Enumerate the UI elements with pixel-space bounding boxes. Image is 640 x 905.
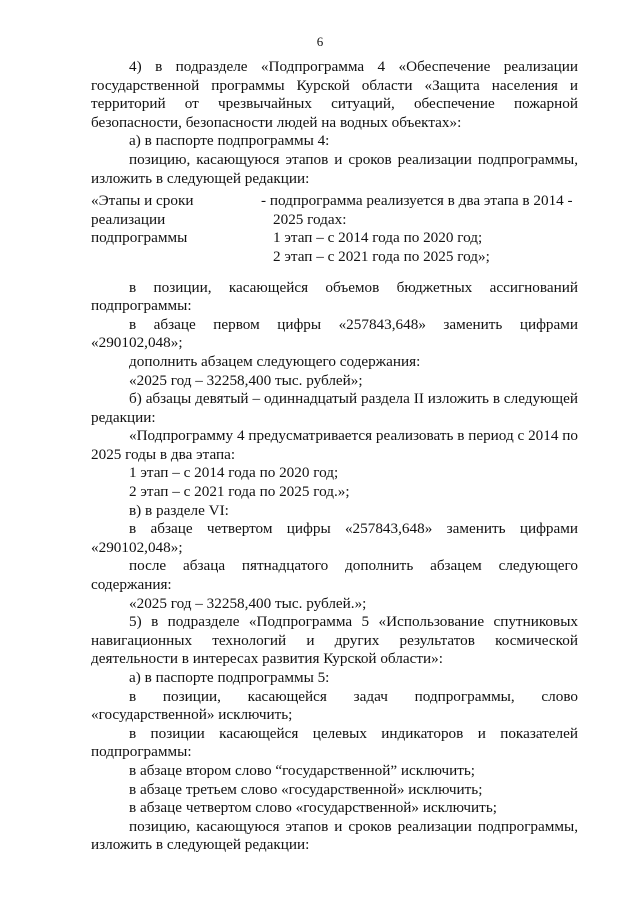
paragraph-4-heading: 4) в подразделе «Подпрограмма 4 «Обеспечение реализации — [129, 58, 578, 75]
paragraph-fourth-abzac: в абзаце четвертом цифры «257843,648» заменить цифрами «290102,048»; — [91, 520, 578, 556]
paragraph-second-abzac: в абзаце втором слово “государственной” исключить; — [129, 761, 476, 779]
stages-table-value-line: 1 этап – с 2014 года по 2020 год; — [273, 229, 483, 247]
paragraph-first-abzac: в абзаце первом цифры «257843,648» заменить цифрами «290102,048»; — [91, 315, 578, 352]
stages-table-label-line: реализации — [91, 210, 166, 228]
paragraph-quote-period: «Подпрограмму 4 предусматривается реализовать в период с 2014 по 2025 годы в два этапа: — [91, 427, 578, 463]
paragraph-third-abzac: в абзаце третьем слово «государственной» исключить; — [129, 780, 483, 798]
stages-table-value-line: - подпрограмма реализуется в два этапа в 2014 - — [261, 192, 573, 210]
paragraph-stages-position: позицию, касающуюся этапов и сроков реализации подпрограммы, изложить в следующей редакции: — [91, 150, 578, 187]
paragraph-4-heading-cont: государственной программы Курской области «Защита населения и территорий от чрезвычайных ситуаций, обеспечение пожарной безопасности, безопасности людей на водных объектах»: — [91, 76, 578, 131]
paragraph-section-6: в) в разделе VI: — [129, 501, 229, 519]
paragraph-passport-5: а) в паспорте подпрограммы 5: — [129, 669, 330, 686]
stages-table-label-line: «Этапы и сроки — [91, 192, 194, 210]
paragraph-fourth-abzac-word: в абзаце четвертом слово «государственной» исключить; — [129, 799, 497, 817]
paragraph-budget-position: в позиции, касающейся объемов бюджетных ассигнований подпрограммы: — [91, 278, 578, 315]
document-body — [91, 58, 578, 855]
paragraph-target-indicators: в позиции касающейся целевых индикаторов и показателей подпрограммы: — [91, 724, 578, 761]
paragraph-stages-position-2: позицию, касающуюся этапов и сроков реализации подпрограммы, изложить в следующей редакции: — [91, 817, 578, 854]
paragraph-passport-4: а) в паспорте подпрограммы 4: — [129, 132, 330, 150]
paragraph-2025-amount-2: «2025 год – 32258,400 тыс. рублей.»; — [129, 594, 367, 612]
stages-table-value-line: 2025 годах: — [273, 210, 347, 228]
stages-table-value — [261, 192, 578, 266]
stages-table-label-line: подпрограммы — [91, 229, 188, 247]
paragraph-add-abzac: дополнить абзацем следующего содержания: — [129, 352, 421, 370]
paragraph-stage-2: 2 этап – с 2021 года по 2025 год.»; — [129, 483, 350, 501]
page-number: 6 — [316, 34, 324, 49]
paragraph-section-2: б) абзацы девятый – одиннадцатый раздела II изложить в следующей редакции: — [91, 390, 578, 426]
paragraph-2025-amount: «2025 год – 32258,400 тыс. рублей»; — [129, 371, 363, 389]
paragraph-stage-1: 1 этап – с 2014 года по 2020 год; — [129, 464, 339, 482]
paragraph-after-fifteenth: после абзаца пятнадцатого дополнить абзацем следующего содержания: — [91, 557, 578, 594]
stages-table-label — [91, 192, 261, 266]
stages-table — [91, 192, 578, 266]
paragraph-tasks-position: в позиции, касающейся задач подпрограммы, слово «государственной» исключить; — [91, 687, 578, 724]
stages-table-value-line: 2 этап – с 2021 года по 2025 год»; — [273, 247, 490, 265]
paragraph-5-heading: 5) в подразделе «Подпрограмма 5 «Использование спутниковых навигационных технологий и других результатов космической деятельности в интересах развития Курской области»: — [91, 613, 578, 668]
